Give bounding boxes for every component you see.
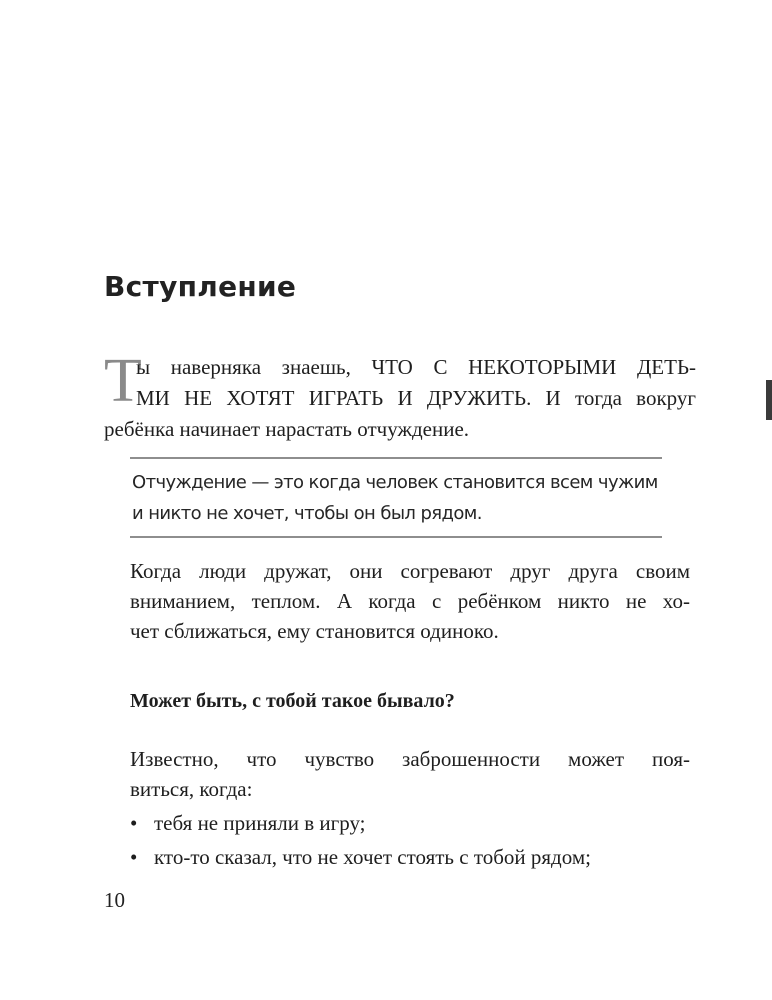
bullet-icon: • xyxy=(130,845,138,869)
definition-line-2: и никто не хочет, чтобы он был рядом. xyxy=(132,503,482,524)
drop-cap: Т xyxy=(104,347,142,415)
paragraph3-line-2: виться, когда: xyxy=(130,777,253,801)
definition-bottom-rule xyxy=(130,536,662,538)
intro-paragraph xyxy=(104,347,696,445)
friendship-paragraph xyxy=(130,556,690,646)
list-item-text: тебя не приняли в игру; xyxy=(154,811,366,835)
list-item xyxy=(130,842,700,876)
list-item-text: кто-то сказал, что не хочет стоять с тобой рядом; xyxy=(154,845,591,869)
paragraph3-line-1: Известно, что чувство заброшенности может поя- xyxy=(130,747,690,771)
definition-text xyxy=(130,459,662,536)
intro-line-2: МИ НЕ ХОТЯТ ИГРАТЬ И ДРУЖИТЬ. И тогда вокруг xyxy=(136,386,696,410)
paragraph2-line-3: чет сближаться, ему становится одиноко. xyxy=(130,619,499,643)
page-title: Вступление xyxy=(104,270,297,303)
bullet-icon: • xyxy=(130,811,138,835)
page-number: 10 xyxy=(104,888,125,912)
paragraph2-line-2: вниманием, теплом. А когда с ребёнком никто не хо- xyxy=(130,589,690,613)
scan-edge-mark xyxy=(766,380,772,420)
paragraph2-line-1: Когда люди дружат, они согревают друг друга своим xyxy=(130,559,690,583)
definition-box xyxy=(130,457,662,538)
abandonment-paragraph xyxy=(130,744,690,804)
list-item xyxy=(130,808,700,842)
section-subheading: Может быть, с тобой такое бывало? xyxy=(130,690,455,712)
bullet-list xyxy=(130,808,700,876)
intro-line-1: ы наверняка знаешь, ЧТО С НЕКОТОРЫМИ ДЕТЬ- xyxy=(136,355,696,379)
intro-line-3: ребёнка начинает нарастать отчуждение. xyxy=(104,417,470,441)
definition-line-1: Отчуждение — это когда человек становится всем чужим xyxy=(132,472,658,493)
